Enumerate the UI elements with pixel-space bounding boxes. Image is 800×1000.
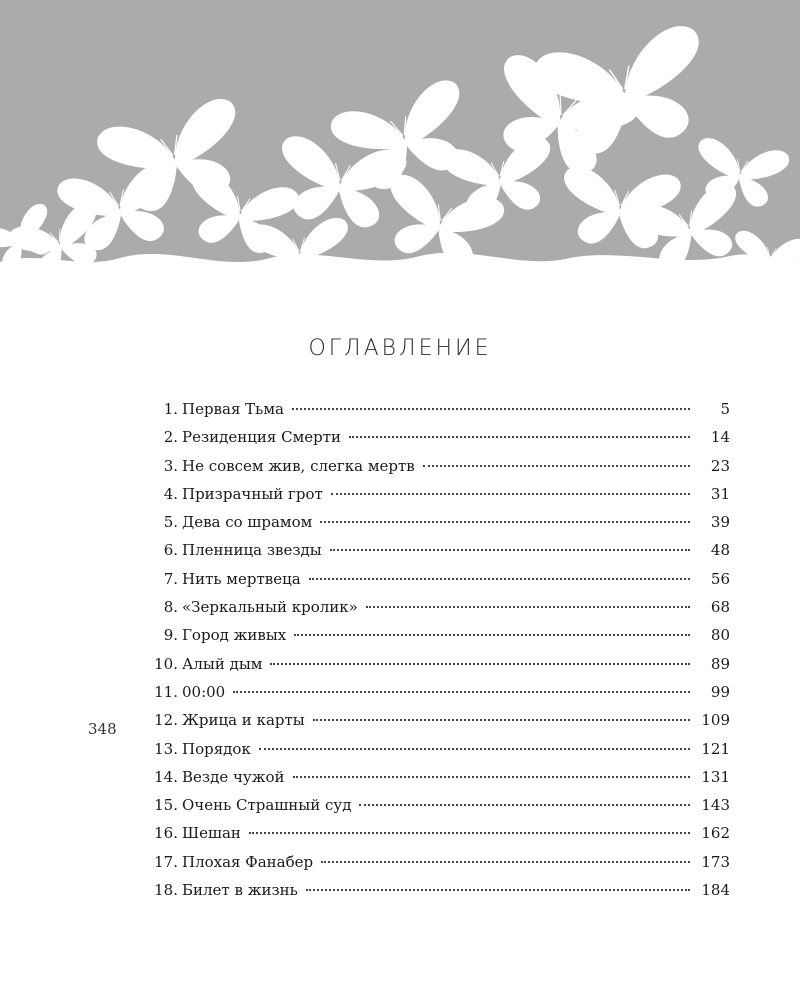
toc-entry-page: 31	[710, 484, 730, 503]
toc-entry-number: 11.	[154, 682, 178, 701]
toc-entry-page: 14	[710, 428, 730, 447]
toc-entry-page: 80	[710, 626, 730, 645]
toc-entry[interactable]	[140, 853, 730, 881]
toc-dot-leader	[259, 747, 690, 750]
toc-entry[interactable]	[140, 881, 730, 909]
toc-dot-leader	[294, 633, 690, 636]
toc-entry-title: Плохая Фанабер	[182, 852, 314, 871]
toc-entry-number: 5.	[163, 513, 178, 532]
toc-entry-page: 56	[710, 569, 730, 588]
toc-entry-number: 15.	[154, 796, 178, 815]
toc-entry[interactable]	[140, 457, 730, 485]
toc-entry-number: 10.	[154, 654, 178, 673]
toc-entry-title: Дева со шрамом	[182, 513, 313, 532]
toc-dot-leader	[313, 718, 690, 721]
page-number: 348	[88, 720, 117, 738]
toc-entry-page: 39	[710, 513, 730, 532]
toc-entry-page: 48	[710, 541, 730, 560]
toc-entry-number: 17.	[154, 852, 178, 871]
toc-entry-number: 8.	[163, 598, 178, 617]
toc-entry-number: 18.	[154, 881, 178, 900]
toc-entry-page: 143	[701, 796, 730, 815]
toc-dot-leader	[321, 860, 690, 863]
toc-entry-page: 5	[720, 400, 730, 418]
toc-entry[interactable]	[140, 796, 730, 824]
toc-dot-leader	[330, 548, 690, 551]
toc-dot-leader	[423, 464, 690, 467]
toc-entry-number: 7.	[163, 569, 178, 588]
toc-entry-page: 23	[710, 456, 730, 475]
table-of-contents	[140, 400, 730, 909]
toc-entry[interactable]	[140, 485, 730, 513]
toc-entry-number: 16.	[154, 824, 178, 843]
toc-entry[interactable]	[140, 598, 730, 626]
toc-entry-number: 6.	[163, 541, 178, 560]
toc-entry-number: 14.	[154, 767, 178, 786]
toc-dot-leader	[292, 407, 690, 410]
toc-entry-title: Первая Тьма	[182, 400, 284, 418]
toc-dot-leader	[293, 775, 690, 778]
toc-entry-number: 2.	[163, 428, 178, 447]
toc-entry-title: 00:00	[182, 682, 226, 701]
toc-dot-leader	[359, 803, 690, 806]
toc-entry[interactable]	[140, 570, 730, 598]
toc-entry-number: 9.	[163, 626, 178, 645]
toc-entry-title: Город живых	[182, 626, 287, 645]
toc-entry[interactable]	[140, 711, 730, 739]
toc-entry-title: «Зеркальный кролик»	[182, 598, 358, 617]
toc-entry[interactable]	[140, 740, 730, 768]
toc-entry[interactable]	[140, 428, 730, 456]
toc-entry-page: 184	[701, 881, 730, 900]
toc-dot-leader	[270, 662, 690, 665]
toc-entry[interactable]	[140, 655, 730, 683]
toc-entry-page: 109	[701, 711, 730, 730]
toc-entry-title: Нить мертвеца	[182, 569, 301, 588]
toc-entry[interactable]	[140, 626, 730, 654]
toc-entry-title: Пленница звезды	[182, 541, 322, 560]
toc-entry-page: 68	[710, 598, 730, 617]
page-title: ОГЛАВЛЕНИЕ	[308, 336, 492, 361]
toc-entry-title: Резиденция Смерти	[182, 428, 342, 447]
toc-entry-title: Призрачный грот	[182, 484, 323, 503]
toc-entry-page: 89	[710, 654, 730, 673]
toc-entry-title: Везде чужой	[182, 767, 285, 786]
toc-entry[interactable]	[140, 400, 730, 428]
toc-entry-title: Билет в жизнь	[182, 881, 298, 900]
toc-entry-number: 1.	[163, 400, 178, 418]
toc-entry-page: 131	[701, 767, 730, 786]
toc-entry-title: Шешан	[182, 824, 241, 843]
toc-entry-page: 173	[701, 852, 730, 871]
toc-entry-number: 12.	[154, 711, 178, 730]
toc-entry-number: 13.	[154, 739, 178, 758]
toc-dot-leader	[320, 520, 690, 523]
toc-dot-leader	[309, 577, 690, 580]
toc-entry[interactable]	[140, 541, 730, 569]
toc-entry-title: Не совсем жив, слегка мертв	[182, 456, 415, 475]
butterflies-illustration	[0, 0, 800, 300]
toc-entry-number: 4.	[163, 484, 178, 503]
toc-dot-leader	[349, 435, 690, 438]
toc-entry-title: Очень Страшный суд	[182, 796, 352, 815]
toc-entry[interactable]	[140, 824, 730, 852]
toc-entry-title: Порядок	[182, 739, 251, 758]
toc-dot-leader	[366, 605, 690, 608]
toc-dot-leader	[233, 690, 690, 693]
toc-dot-leader	[331, 492, 690, 495]
toc-entry[interactable]	[140, 513, 730, 541]
toc-dot-leader	[249, 831, 690, 834]
toc-entry-page: 99	[710, 682, 730, 701]
header-illustration	[0, 0, 800, 300]
toc-dot-leader	[306, 888, 690, 891]
toc-entry[interactable]	[140, 768, 730, 796]
toc-entry[interactable]	[140, 683, 730, 711]
toc-entry-title: Жрица и карты	[182, 711, 305, 730]
toc-entry-page: 121	[701, 739, 730, 758]
toc-entry-page: 162	[701, 824, 730, 843]
toc-entry-title: Алый дым	[182, 654, 263, 673]
toc-entry-number: 3.	[163, 456, 178, 475]
